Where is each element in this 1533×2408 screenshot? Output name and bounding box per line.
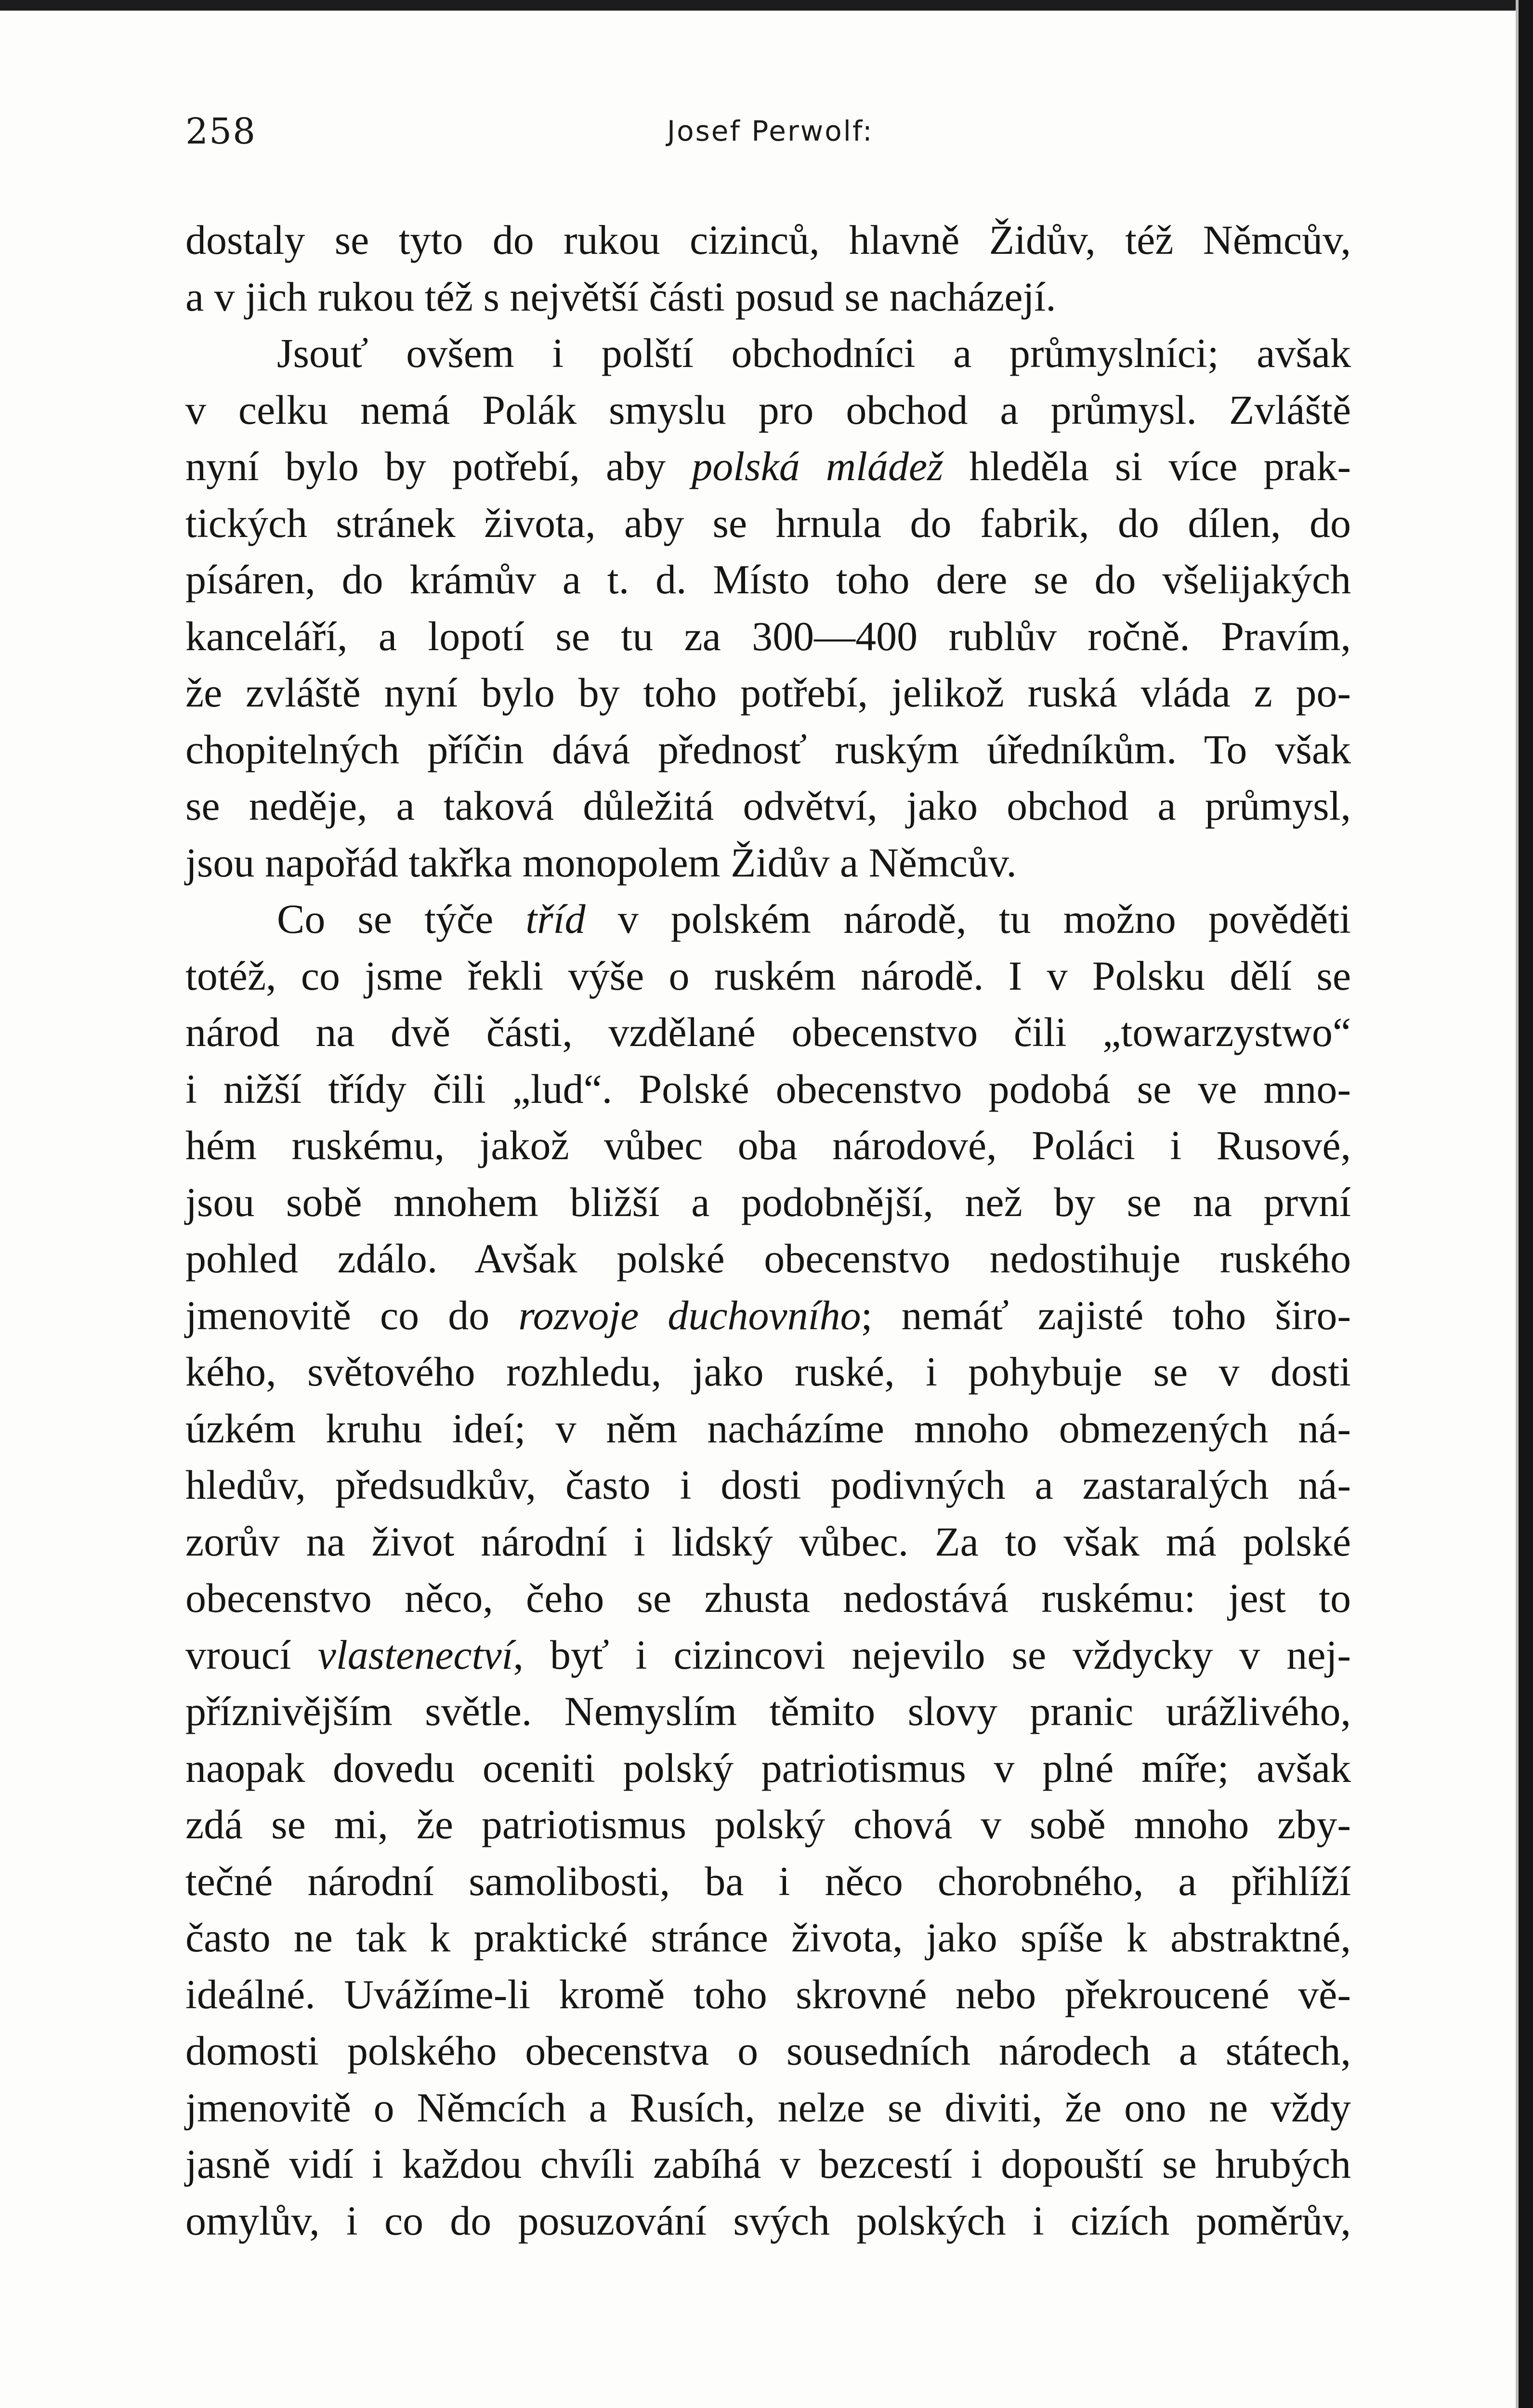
scan-edge-right <box>1519 0 1533 2408</box>
text-line: totéž, co jsme řekli výše o ruském národě. I v Polsku dělí se <box>185 952 1351 999</box>
text-segment: , byť i cizincovi nejevilo se vždycky v nej- <box>513 1631 1351 1678</box>
text-segment: v polském národě, tu možno pověděti <box>585 896 1351 942</box>
text-line: národ na dvě části, vzdělané obecenstvo čili „towarzystwo“ <box>185 1009 1351 1055</box>
text-line: kého, světového rozhledu, jako ruské, i pohybuje se v dosti <box>185 1348 1351 1395</box>
text-line: úzkém kruhu ideí; v něm nacházíme mnoho obmezených ná- <box>185 1405 1351 1452</box>
text-line: tických stránek života, aby se hrnula do fabrik, do dílen, do <box>185 499 1351 546</box>
text-line: chopitelných příčin dává přednosť ruským úředníkům. To však <box>185 726 1351 772</box>
text-segment: hleděla si více prak- <box>943 443 1351 489</box>
italic-phrase: vlastenectví <box>317 1631 513 1678</box>
scan-edge-top <box>0 0 1533 11</box>
text-segment: jmenovitě co do <box>185 1292 519 1338</box>
text-line: zorův na život národní i lidský vůbec. Za to však má polské <box>185 1518 1351 1565</box>
text-line: tečné národní samolibosti, ba i něco chorobného, a přihlíží <box>185 1858 1351 1904</box>
text-line: jasně vidí i každou chvíli zabíhá v bezcestí i dopouští se hrubých <box>185 2141 1351 2187</box>
text-line: příznivějším světle. Nemyslím těmito slovy pranic urážlivého, <box>185 1688 1351 1734</box>
text-line: se neděje, a taková důležitá odvětví, jako obchod a průmysl, <box>185 783 1351 829</box>
text-line: ideálné. Uvážíme-li kromě toho skrovné nebo překroucené vě- <box>185 1971 1351 2017</box>
text-line: obecenstvo něco, čeho se zhusta nedostává ruskému: jest to <box>185 1575 1351 1621</box>
text-line <box>185 438 1351 495</box>
text-segment: nyní bylo by potřebí, aby <box>185 443 692 489</box>
italic-phrase: rozvoje duchovního <box>518 1292 861 1338</box>
text-line: a v jich rukou též s největší části posud se nacházejí. <box>185 273 1056 320</box>
text-line: často ne tak k praktické stránce života, jako spíše k abstraktné, <box>185 1914 1351 1961</box>
running-head: Josef Perwolf: <box>667 115 874 147</box>
text-line <box>185 891 1351 948</box>
text-segment: Co se týče <box>277 896 526 942</box>
page-header <box>185 111 1351 164</box>
italic-phrase: tříd <box>525 896 586 942</box>
text-line: v celku nemá Polák smyslu pro obchod a průmysl. Zvláště <box>185 386 1351 433</box>
text-line: dostaly se tyto do rukou cizinců, hlavně Židův, též Němcův, <box>185 217 1351 263</box>
text-line: omylův, i co do posuzování svých polských i cizích poměrův, <box>185 2197 1351 2244</box>
text-segment: vroucí <box>185 1631 318 1678</box>
italic-phrase: polská mládež <box>692 443 943 489</box>
text-line: jsou sobě mnohem bližší a podobnější, než by se na první <box>185 1178 1351 1225</box>
text-line: jsou napořád takřka monopolem Židův a Němcův. <box>185 839 1017 886</box>
text-line: že zvláště nyní bylo by toho potřebí, jelikož ruská vláda z po- <box>185 669 1351 716</box>
text-line: naopak dovedu oceniti polský patriotismus v plné míře; avšak <box>185 1744 1351 1791</box>
text-line: hém ruskému, jakož vůbec oba národové, Poláci i Rusové, <box>185 1122 1351 1168</box>
text-segment: ; nemáť zajisté toho širo- <box>861 1292 1351 1338</box>
text-line: hledův, předsudkův, často i dosti podivných a zastaralých ná- <box>185 1462 1351 1508</box>
body-text <box>185 212 1351 2249</box>
text-line: i nižší třídy čili „lud“. Polské obecenstvo podobá se ve mno- <box>185 1065 1351 1112</box>
page-number: 258 <box>185 111 257 152</box>
text-line <box>185 1627 1351 1684</box>
text-line: písáren, do krámův a t. d. Místo toho dere se do všelijakých <box>185 556 1351 602</box>
text-line: pohled zdálo. Avšak polské obecenstvo nedostihuje ruského <box>185 1235 1351 1282</box>
text-line: Jsouť ovšem i polští obchodníci a průmyslníci; avšak <box>277 330 1351 376</box>
text-line: kanceláří, a lopotí se tu za 300—400 rublův ročně. Pravím, <box>185 613 1351 659</box>
text-line <box>185 1287 1351 1344</box>
text-line: zdá se mi, že patriotismus polský chová v sobě mnoho zby- <box>185 1801 1351 1847</box>
text-line: jmenovitě o Němcích a Rusích, nelze se diviti, že ono ne vždy <box>185 2084 1351 2131</box>
text-line: domosti polského obecenstva o sousedních národech a státech, <box>185 2028 1351 2074</box>
